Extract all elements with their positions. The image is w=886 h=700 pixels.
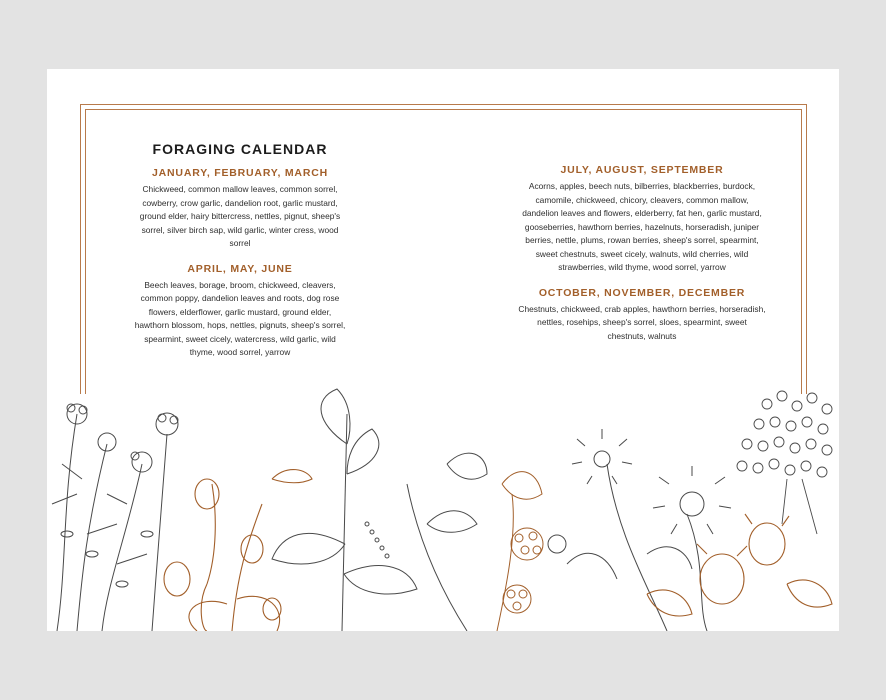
rosehip-illustration <box>647 514 832 616</box>
season-heading: APRIL, MAY, JUNE <box>187 262 293 275</box>
left-column <box>132 141 348 372</box>
strawberry-illustration <box>164 470 312 631</box>
season-heading: JANUARY, FEBRUARY, MARCH <box>152 167 328 179</box>
season-heading: OCTOBER, NOVEMBER, DECEMBER <box>538 286 746 299</box>
right-column <box>517 164 767 355</box>
season-list: Beech leaves, borage, broom, chickweed, cleavers, common poppy, dandelion leaves and roots, dog rose flowers, elderflower, garlic mustard, ground elder, hawthorn blossom, hops, nettles, pignuts, sheep's sorrel, spearmint, sweet cicely, watercress, wild garlic, wild thyme, wood sorrel, yarrow <box>134 279 346 357</box>
camomile-illustration <box>567 429 731 631</box>
botanical-illustration <box>47 384 839 631</box>
season-list: Chickweed, common mallow leaves, common sorrel, cowberry, crow garlic, dandelion root, garlic mustard, ground elder, hairy bittercress, nettles, pignut, sheep's sorrel, silver birch sap, wild garlic, winter cress, wood sorrel <box>139 184 341 248</box>
blackberry-illustration <box>497 472 566 631</box>
page-title: FORAGING CALENDAR <box>152 141 328 157</box>
nettle-illustration <box>272 389 487 631</box>
book-spread <box>47 69 839 631</box>
season-heading: JULY, AUGUST, SEPTEMBER <box>560 164 724 176</box>
elderflower-illustration <box>737 391 832 534</box>
season-list: Acorns, apples, beech nuts, bilberries, blackberries, burdock, camomile, chickweed, chicory, cleavers, common mallow, dandelion leaves and flowers, elderberry, fat hen, garlic mustard, gooseberries, hawthorn berries, hazelnuts, horseradish, juniper berries, nettle, plums, rowan berries, sheep's sorrel, spearmint, sweet chestnuts, sweet cicely, walnuts, wild cherries, wild strawberries, wild thyme, wood sorrel, yarrow <box>522 181 762 272</box>
thyme-illustration <box>52 404 178 631</box>
season-list: Chestnuts, chickweed, crab apples, hawthorn berries, horseradish, nettles, rosehips, sheep's sorrel, sloes, spearmint, sweet chestnuts, walnuts <box>518 303 766 341</box>
